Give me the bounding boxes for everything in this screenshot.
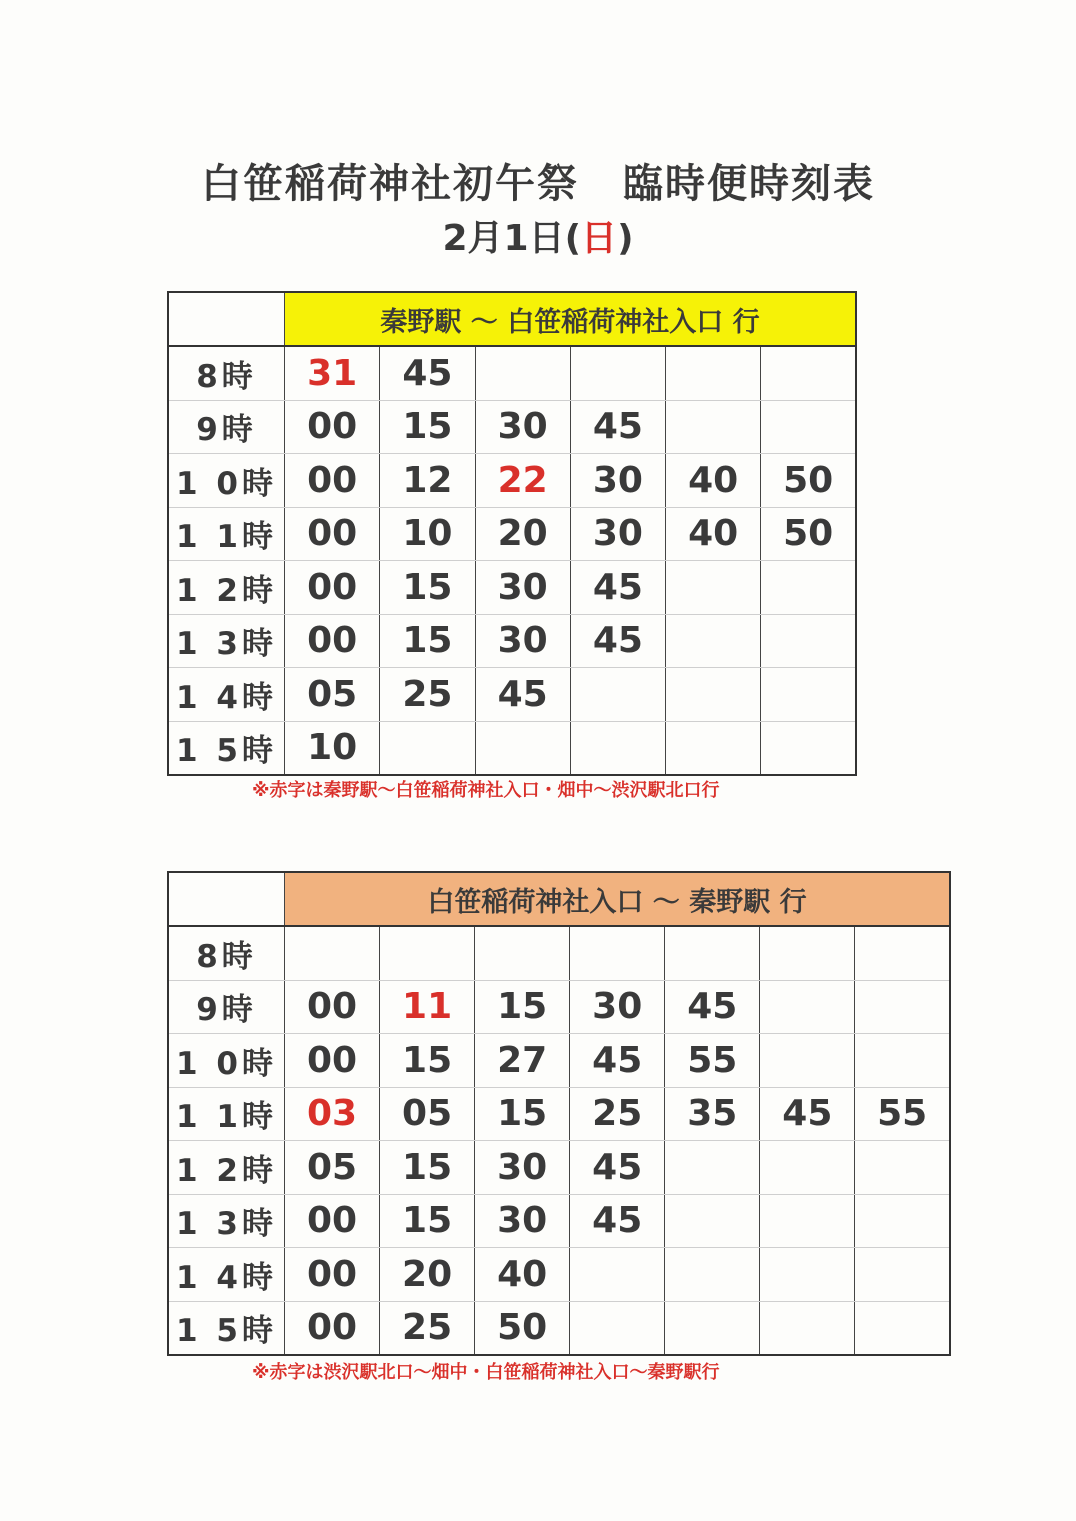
departure-time: 30 xyxy=(475,1141,570,1195)
departure-time xyxy=(855,1194,950,1248)
departure-time: 12 xyxy=(380,454,475,508)
departure-time: 25 xyxy=(380,668,475,722)
departure-time: 45 xyxy=(570,400,665,454)
departure-time: 50 xyxy=(761,507,856,561)
hour-label: 1 0時 xyxy=(168,1034,285,1088)
departure-time xyxy=(761,561,856,615)
route-label: 白笹稲荷神社入口 〜 秦野駅 行 xyxy=(285,872,951,926)
departure-time: 25 xyxy=(380,1301,475,1355)
departure-time xyxy=(761,614,856,668)
departure-time: 15 xyxy=(380,1194,475,1248)
table-row xyxy=(168,1301,950,1355)
departure-time: 00 xyxy=(285,1194,380,1248)
departure-time: 30 xyxy=(475,400,570,454)
departure-time xyxy=(761,400,856,454)
departure-time xyxy=(570,926,665,980)
departure-time: 45 xyxy=(380,346,475,400)
departure-time: 30 xyxy=(475,614,570,668)
departure-time: 15 xyxy=(380,1141,475,1195)
departure-time xyxy=(760,1301,855,1355)
page-title xyxy=(0,152,1076,209)
departure-time: 30 xyxy=(570,980,665,1034)
table-row xyxy=(168,668,856,722)
departure-time: 00 xyxy=(285,1034,380,1088)
table-row xyxy=(168,400,856,454)
hour-label: 1 5時 xyxy=(168,721,285,775)
departure-time xyxy=(570,346,665,400)
departure-time: 27 xyxy=(475,1034,570,1088)
departure-time: 30 xyxy=(570,454,665,508)
hour-label: 8時 xyxy=(168,346,285,400)
departure-time: 40 xyxy=(475,1248,570,1302)
table-row xyxy=(168,721,856,775)
departure-time: 50 xyxy=(761,454,856,508)
hour-label: 1 3時 xyxy=(168,1194,285,1248)
hour-label: 1 4時 xyxy=(168,1248,285,1302)
hour-label: 1 0時 xyxy=(168,454,285,508)
departure-time: 30 xyxy=(475,561,570,615)
departure-time: 45 xyxy=(570,614,665,668)
departure-time: 00 xyxy=(285,980,380,1034)
departure-time: 11 xyxy=(380,980,475,1034)
departure-time xyxy=(475,926,570,980)
departure-time xyxy=(855,1141,950,1195)
departure-time: 15 xyxy=(380,1034,475,1088)
table-row xyxy=(168,561,856,615)
departure-time: 10 xyxy=(285,721,380,775)
table-header xyxy=(168,292,856,346)
departure-time: 45 xyxy=(570,1194,665,1248)
table-row xyxy=(168,507,856,561)
table-row xyxy=(168,1248,950,1302)
departure-time: 45 xyxy=(570,1034,665,1088)
departure-time xyxy=(760,1194,855,1248)
departure-time: 22 xyxy=(475,454,570,508)
departure-time xyxy=(665,926,760,980)
departure-time: 00 xyxy=(285,614,380,668)
departure-time: 30 xyxy=(570,507,665,561)
departure-time: 15 xyxy=(475,980,570,1034)
departure-time xyxy=(855,1248,950,1302)
departure-time: 45 xyxy=(570,1141,665,1195)
hour-label: 9時 xyxy=(168,980,285,1034)
departure-time: 15 xyxy=(380,561,475,615)
date-suffix: ) xyxy=(617,218,634,259)
hour-label: 1 5時 xyxy=(168,1301,285,1355)
departure-time: 40 xyxy=(666,454,761,508)
departure-time: 31 xyxy=(285,346,380,400)
date-day: 日 xyxy=(581,218,618,259)
departure-time xyxy=(666,346,761,400)
departure-time xyxy=(570,721,665,775)
departure-time xyxy=(666,668,761,722)
departure-time xyxy=(760,926,855,980)
departure-time xyxy=(570,668,665,722)
departure-time: 00 xyxy=(285,507,380,561)
note-outbound: ※赤字は秦野駅〜白笹稲荷神社入口・畑中〜渋沢駅北口行 xyxy=(252,780,720,801)
departure-time xyxy=(761,346,856,400)
departure-time: 45 xyxy=(570,561,665,615)
departure-time xyxy=(665,1301,760,1355)
departure-time: 00 xyxy=(285,561,380,615)
header-corner xyxy=(168,292,285,346)
table-row xyxy=(168,1034,950,1088)
departure-time xyxy=(666,561,761,615)
header-corner xyxy=(168,872,285,926)
departure-time xyxy=(855,980,950,1034)
route-label: 秦野駅 〜 白笹稲荷神社入口 行 xyxy=(285,292,857,346)
table-row xyxy=(168,1087,950,1141)
hour-label: 1 1時 xyxy=(168,1087,285,1141)
hour-label: 1 1時 xyxy=(168,507,285,561)
table-row xyxy=(168,454,856,508)
departure-time: 15 xyxy=(380,400,475,454)
timetable-return xyxy=(167,871,951,1356)
departure-time xyxy=(475,721,570,775)
departure-time xyxy=(665,1194,760,1248)
table-row xyxy=(168,1141,950,1195)
table-row xyxy=(168,614,856,668)
departure-time: 30 xyxy=(475,1194,570,1248)
title-main: 白笹稲荷神社初午祭 xyxy=(201,161,579,207)
departure-time xyxy=(665,1248,760,1302)
departure-time: 50 xyxy=(475,1301,570,1355)
departure-time: 05 xyxy=(285,1141,380,1195)
departure-time: 45 xyxy=(475,668,570,722)
departure-time: 05 xyxy=(380,1087,475,1141)
departure-time xyxy=(285,926,380,980)
departure-time: 35 xyxy=(665,1087,760,1141)
departure-time: 40 xyxy=(666,507,761,561)
table-header xyxy=(168,872,950,926)
departure-time xyxy=(380,721,475,775)
departure-time xyxy=(666,721,761,775)
departure-time xyxy=(760,1141,855,1195)
event-date xyxy=(0,210,1076,261)
departure-time xyxy=(760,980,855,1034)
hour-label: 9時 xyxy=(168,400,285,454)
departure-time xyxy=(760,1248,855,1302)
departure-time: 25 xyxy=(570,1087,665,1141)
departure-time: 00 xyxy=(285,1248,380,1302)
timetable-outbound xyxy=(167,291,857,776)
departure-time: 45 xyxy=(665,980,760,1034)
departure-time xyxy=(761,668,856,722)
departure-time: 00 xyxy=(285,400,380,454)
date-prefix: 2月1日( xyxy=(442,218,582,259)
departure-time: 20 xyxy=(475,507,570,561)
departure-time xyxy=(760,1034,855,1088)
hour-label: 1 4時 xyxy=(168,668,285,722)
table-row xyxy=(168,346,856,400)
departure-time xyxy=(855,926,950,980)
departure-time: 55 xyxy=(855,1087,950,1141)
departure-time: 03 xyxy=(285,1087,380,1141)
hour-label: 1 3時 xyxy=(168,614,285,668)
departure-time xyxy=(761,721,856,775)
departure-time xyxy=(380,926,475,980)
departure-time: 45 xyxy=(760,1087,855,1141)
table-row xyxy=(168,980,950,1034)
table-row xyxy=(168,1194,950,1248)
note-return: ※赤字は渋沢駅北口〜畑中・白笹稲荷神社入口〜秦野駅行 xyxy=(252,1362,720,1383)
departure-time: 15 xyxy=(380,614,475,668)
title-sub: 臨時便時刻表 xyxy=(623,161,875,207)
table-row xyxy=(168,926,950,980)
departure-time xyxy=(665,1141,760,1195)
departure-time: 00 xyxy=(285,454,380,508)
departure-time: 05 xyxy=(285,668,380,722)
hour-label: 8時 xyxy=(168,926,285,980)
departure-time: 15 xyxy=(475,1087,570,1141)
departure-time: 55 xyxy=(665,1034,760,1088)
departure-time xyxy=(666,614,761,668)
departure-time xyxy=(475,346,570,400)
departure-time: 00 xyxy=(285,1301,380,1355)
departure-time xyxy=(855,1034,950,1088)
hour-label: 1 2時 xyxy=(168,1141,285,1195)
departure-time xyxy=(855,1301,950,1355)
departure-time xyxy=(570,1301,665,1355)
departure-time: 20 xyxy=(380,1248,475,1302)
hour-label: 1 2時 xyxy=(168,561,285,615)
departure-time: 10 xyxy=(380,507,475,561)
departure-time xyxy=(666,400,761,454)
departure-time xyxy=(570,1248,665,1302)
